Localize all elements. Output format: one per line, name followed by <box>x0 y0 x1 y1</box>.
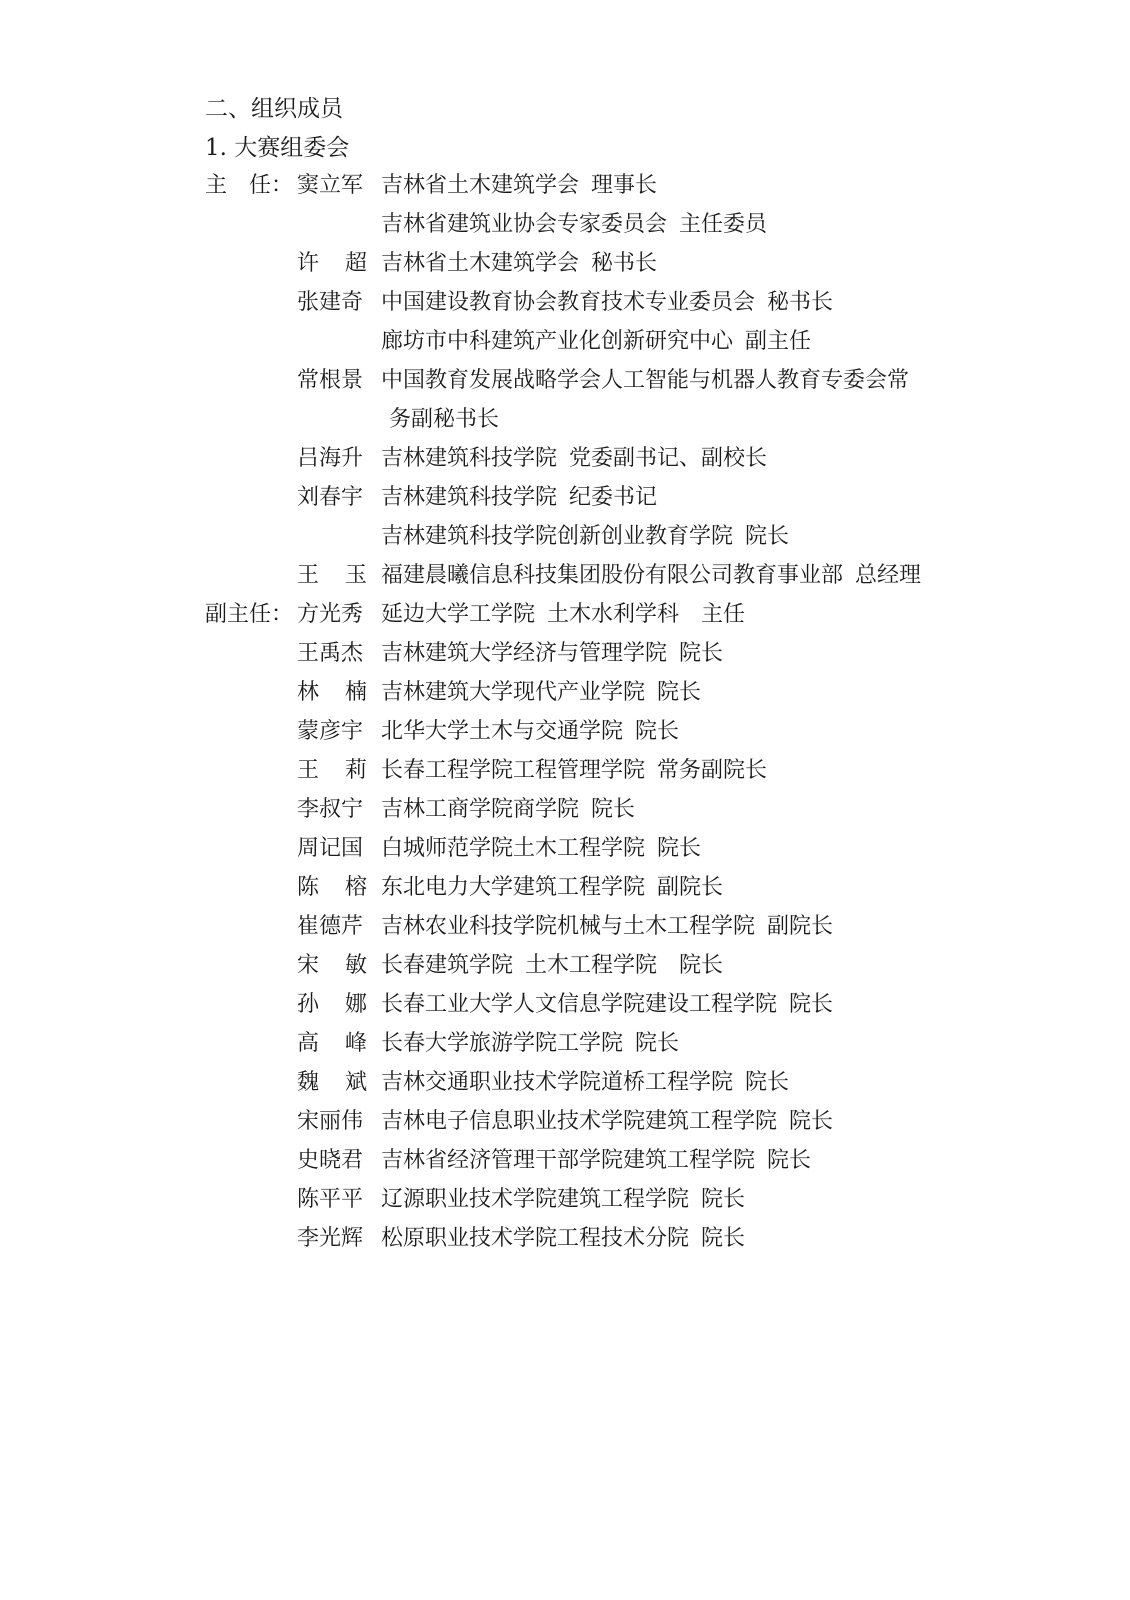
position-text: 总经理 <box>855 563 922 588</box>
member-name-char: 榕 <box>345 875 368 900</box>
position-text: 纪委书记 <box>569 485 658 510</box>
member-row <box>0 1069 1130 1108</box>
member-name: 宋丽伟 <box>297 1109 364 1134</box>
member-affiliation <box>381 523 789 551</box>
member-row <box>0 640 1130 679</box>
member-name-char: 超 <box>345 251 368 276</box>
position-text: 院长 <box>767 1148 812 1173</box>
member-affiliation <box>381 679 701 707</box>
member-affiliation <box>381 601 745 629</box>
organization-text: 松原职业技术学院工程技术分院 <box>381 1226 690 1251</box>
organization-text: 吉林省土木建筑学会 <box>381 173 580 198</box>
organization-text: 吉林省土木建筑学会 <box>381 251 580 276</box>
member-row <box>0 289 1130 328</box>
member-row <box>0 172 1130 211</box>
member-name-char: 魏 <box>297 1070 320 1095</box>
member-affiliation <box>381 1069 789 1097</box>
position-text: 常务副院长 <box>657 758 768 783</box>
position-text: 秘书长 <box>767 290 834 315</box>
member-name-char: 陈 <box>297 875 320 900</box>
organization-text: 延边大学工学院 <box>381 602 536 627</box>
member-name: 李光辉 <box>297 1226 364 1251</box>
member-row <box>0 1147 1130 1186</box>
member-row <box>0 601 1130 640</box>
organization-text: 吉林建筑大学现代产业学院 <box>381 680 646 705</box>
position-text: 院长 <box>789 1109 834 1134</box>
member-name: 陈平平 <box>297 1187 364 1212</box>
member-name: 常根景 <box>297 368 364 393</box>
member-row <box>0 757 1130 796</box>
position-text: 院长 <box>701 1226 746 1251</box>
section-title: 二、组织成员 <box>205 96 343 122</box>
member-row <box>0 367 1130 406</box>
member-row <box>0 796 1130 835</box>
member-row <box>0 718 1130 757</box>
member-name-char: 宋 <box>297 953 320 978</box>
position-text: 土木工程学院 院长 <box>525 953 724 978</box>
member-affiliation <box>381 445 767 473</box>
member-name-char: 娜 <box>345 992 368 1017</box>
member-name-char: 敏 <box>345 953 368 978</box>
member-affiliation <box>381 757 767 785</box>
member-row <box>0 562 1130 601</box>
organization-text: 长春建筑学院 <box>381 953 514 978</box>
organization-text: 吉林省经济管理干部学院建筑工程学院 <box>381 1148 756 1173</box>
position-text: 院长 <box>591 797 636 822</box>
member-name-char: 孙 <box>297 992 320 1017</box>
member-row <box>0 1225 1130 1264</box>
position-text: 秘书长 <box>591 251 658 276</box>
member-affiliation <box>381 1108 833 1136</box>
organization-text: 吉林电子信息职业技术学院建筑工程学院 <box>381 1109 778 1134</box>
organization-text: 北华大学土木与交通学院 <box>381 719 624 744</box>
member-name-char: 许 <box>297 251 320 276</box>
organization-text: 廊坊市中科建筑产业化创新研究中心 <box>381 329 734 354</box>
member-affiliation <box>381 718 679 746</box>
member-affiliation <box>381 640 723 668</box>
member-name: 周记国 <box>297 836 364 861</box>
member-row <box>0 874 1130 913</box>
member-row <box>0 679 1130 718</box>
position-text: 土木水利学科 主任 <box>547 602 746 627</box>
member-row <box>0 328 1130 367</box>
member-row <box>0 1108 1130 1147</box>
member-row <box>0 835 1130 874</box>
position-text: 院长 <box>745 1070 790 1095</box>
member-row <box>0 913 1130 952</box>
member-name: 崔德芹 <box>297 914 364 939</box>
member-name: 王禹杰 <box>297 641 364 666</box>
member-row <box>0 406 1130 445</box>
member-name-char: 高 <box>297 1031 320 1056</box>
position-text: 院长 <box>635 719 680 744</box>
member-name-char: 斌 <box>345 1070 368 1095</box>
member-affiliation <box>381 250 657 278</box>
member-row <box>0 211 1130 250</box>
member-name-char: 楠 <box>345 680 368 705</box>
member-name: 蒙彦宇 <box>297 719 364 744</box>
position-text: 院长 <box>701 1187 746 1212</box>
member-row <box>0 952 1130 991</box>
position-text: 院长 <box>657 836 702 861</box>
organization-text: 长春工业大学人文信息学院建设工程学院 <box>381 992 778 1017</box>
organization-text: 吉林省建筑业协会专家委员会 <box>381 212 668 237</box>
member-name-char: 峰 <box>345 1031 368 1056</box>
member-name-char: 王 <box>297 758 320 783</box>
position-text: 院长 <box>635 1031 680 1056</box>
organization-text: 长春工程学院工程管理学院 <box>381 758 646 783</box>
organization-text: 中国教育发展战略学会人工智能与机器人教育专委会常 <box>381 368 910 393</box>
organization-text: 吉林交通职业技术学院道桥工程学院 <box>381 1070 734 1095</box>
member-affiliation <box>381 211 767 239</box>
organization-text: 中国建设教育协会教育技术专业委员会 <box>381 290 756 315</box>
member-name-char: 林 <box>297 680 320 705</box>
member-affiliation <box>389 406 499 434</box>
member-row <box>0 991 1130 1030</box>
organization-text: 吉林工商学院商学院 <box>381 797 580 822</box>
member-affiliation <box>381 172 657 200</box>
role-label: 副主任： <box>205 602 294 627</box>
organization-text: 长春大学旅游学院工学院 <box>381 1031 624 1056</box>
organization-text: 福建晨曦信息科技集团股份有限公司教育事业部 <box>381 563 844 588</box>
position-text: 副主任 <box>745 329 812 354</box>
member-affiliation <box>381 913 833 941</box>
position-text: 副院长 <box>767 914 834 939</box>
member-name-char: 王 <box>297 563 320 588</box>
member-affiliation <box>381 562 921 590</box>
member-name: 张建奇 <box>297 290 364 315</box>
member-name: 窦立军 <box>297 173 364 198</box>
member-affiliation <box>381 796 635 824</box>
organization-text: 吉林农业科技学院机械与土木工程学院 <box>381 914 756 939</box>
member-name: 吕海升 <box>297 446 364 471</box>
member-list <box>0 172 1130 1264</box>
member-name-char: 莉 <box>345 758 368 783</box>
member-affiliation <box>381 1030 679 1058</box>
organization-text: 东北电力大学建筑工程学院 <box>381 875 646 900</box>
organization-text: 吉林建筑科技学院 <box>381 446 558 471</box>
member-affiliation <box>381 1147 811 1175</box>
position-text: 院长 <box>789 992 834 1017</box>
member-row <box>0 1186 1130 1225</box>
member-affiliation <box>381 367 909 395</box>
position-text: 主任委员 <box>679 212 768 237</box>
member-affiliation <box>381 484 657 512</box>
member-row <box>0 523 1130 562</box>
member-affiliation <box>381 289 833 317</box>
member-affiliation <box>381 991 833 1019</box>
member-affiliation <box>381 835 701 863</box>
position-text: 院长 <box>657 680 702 705</box>
organization-text: 务副秘书长 <box>389 407 500 432</box>
organization-text: 吉林建筑科技学院创新创业教育学院 <box>381 524 734 549</box>
member-affiliation <box>381 952 723 980</box>
position-text: 院长 <box>679 641 724 666</box>
member-name: 史晓君 <box>297 1148 364 1173</box>
member-affiliation <box>381 1225 745 1253</box>
position-text: 副院长 <box>657 875 724 900</box>
role-label: 主 任： <box>205 173 294 198</box>
member-affiliation <box>381 874 723 902</box>
member-row <box>0 1030 1130 1069</box>
member-row <box>0 445 1130 484</box>
organization-text: 白城师范学院土木工程学院 <box>381 836 646 861</box>
member-name-char: 玉 <box>345 563 368 588</box>
member-row <box>0 484 1130 523</box>
sub-title: 1. 大赛组委会 <box>205 135 350 161</box>
member-name: 刘春宇 <box>297 485 364 510</box>
position-text: 党委副书记、副校长 <box>569 446 768 471</box>
organization-text: 辽源职业技术学院建筑工程学院 <box>381 1187 690 1212</box>
member-affiliation <box>381 1186 745 1214</box>
position-text: 院长 <box>745 524 790 549</box>
organization-text: 吉林建筑大学经济与管理学院 <box>381 641 668 666</box>
organization-text: 吉林建筑科技学院 <box>381 485 558 510</box>
member-affiliation <box>381 328 811 356</box>
member-name: 方光秀 <box>297 602 364 627</box>
position-text: 理事长 <box>591 173 658 198</box>
member-row <box>0 250 1130 289</box>
member-name: 李叔宁 <box>297 797 364 822</box>
